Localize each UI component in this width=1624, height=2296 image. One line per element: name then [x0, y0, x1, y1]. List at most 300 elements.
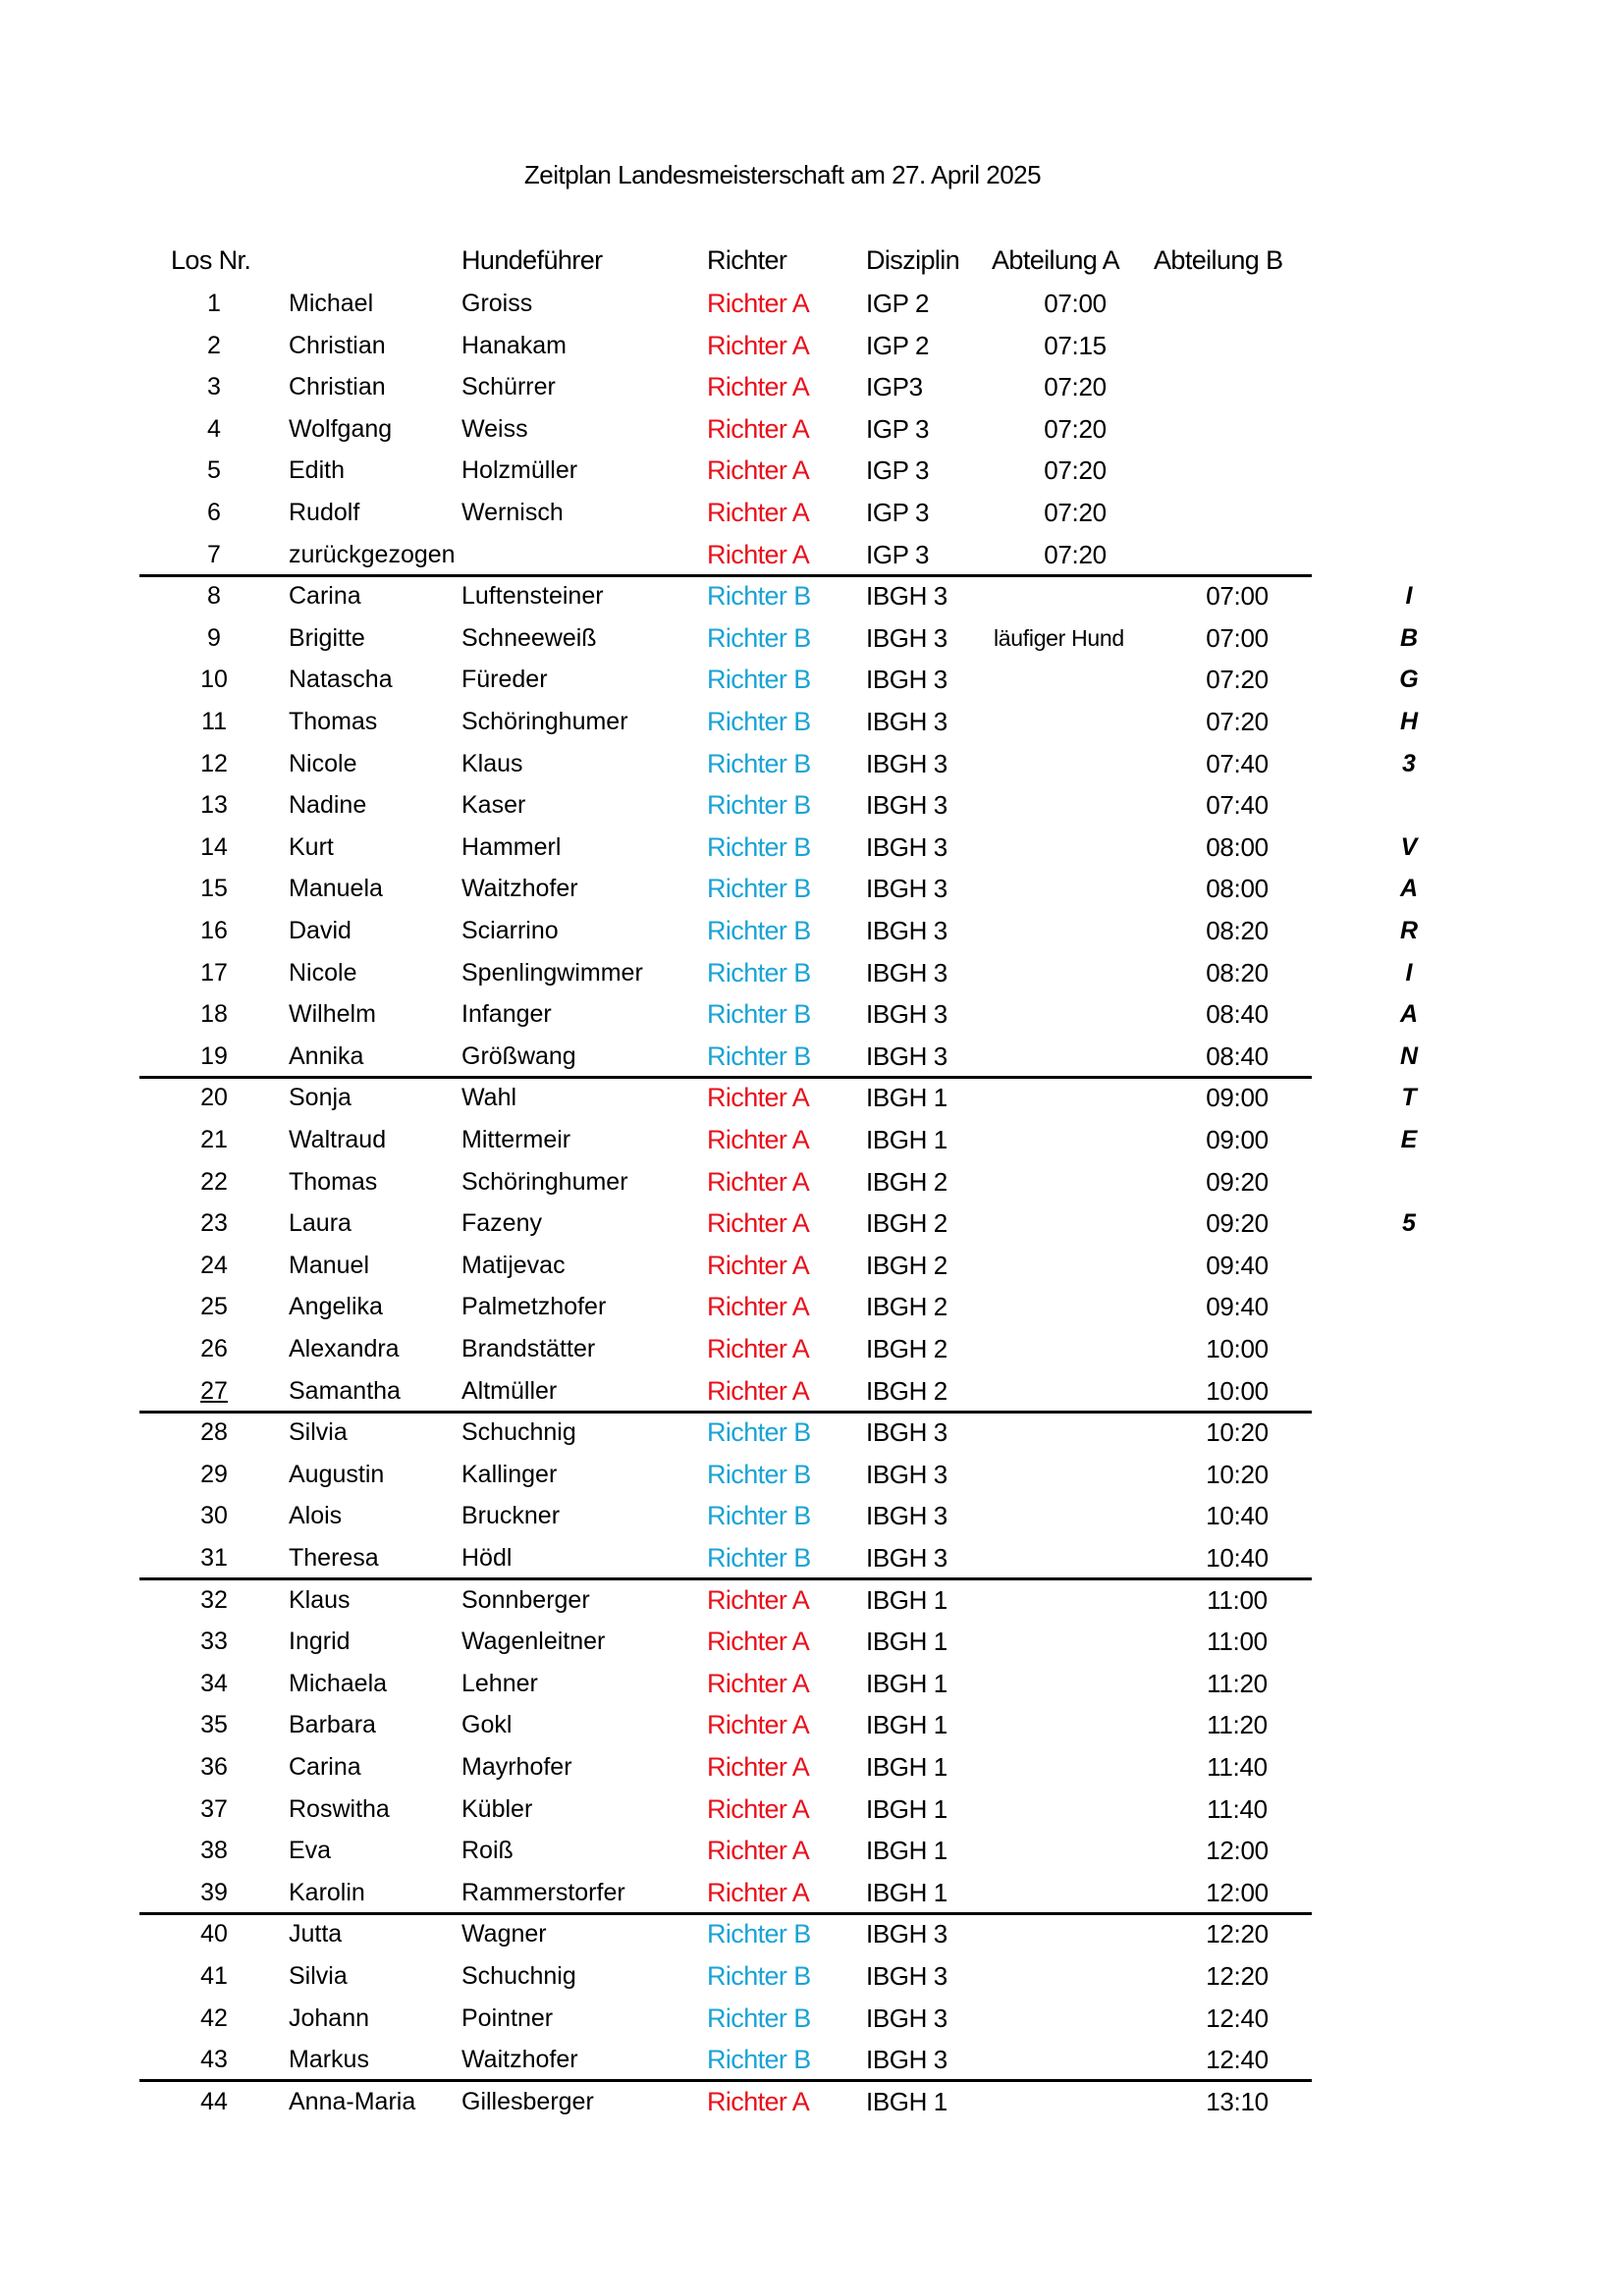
los-nr: 31	[200, 1544, 228, 1572]
table-row	[0, 325, 1624, 367]
judge: Richter A	[707, 2086, 810, 2116]
table-row	[0, 1119, 1624, 1161]
last-name: Weiss	[461, 414, 528, 443]
discipline: IBGH 3	[866, 874, 947, 904]
first-name: Christian	[289, 373, 386, 401]
discipline: IBGH 3	[866, 790, 947, 821]
first-name: Barbara	[289, 1711, 376, 1739]
table-row	[0, 1537, 1624, 1579]
judge: Richter B	[707, 874, 811, 904]
table-row	[0, 1286, 1624, 1328]
los-nr: 35	[200, 1711, 228, 1739]
los-nr: 26	[200, 1335, 228, 1362]
judge: Richter B	[707, 999, 811, 1030]
first-name: Theresa	[289, 1544, 379, 1572]
side-label: E	[1400, 1126, 1418, 1153]
last-name: Waitzhofer	[461, 875, 578, 903]
time-abteilung-b: 07:20	[1206, 665, 1269, 695]
los-nr: 34	[200, 1669, 228, 1697]
judge: Richter B	[707, 1417, 811, 1448]
discipline: IBGH 3	[866, 957, 947, 988]
time-abteilung-b: 11:40	[1207, 1793, 1268, 1824]
judge: Richter B	[707, 707, 811, 736]
first-name: Roswitha	[289, 1794, 390, 1823]
table-row	[0, 617, 1624, 660]
table-row	[0, 993, 1624, 1036]
judge: Richter B	[707, 916, 811, 945]
note: läufiger Hund	[994, 624, 1124, 651]
side-label: T	[1401, 1084, 1417, 1112]
first-name: Thomas	[289, 1167, 378, 1196]
side-label: B	[1399, 623, 1419, 652]
los-nr: 29	[200, 1460, 228, 1488]
discipline: IBGH 2	[866, 1166, 947, 1197]
last-name: Infanger	[461, 1000, 552, 1029]
discipline: IGP 3	[866, 539, 930, 569]
last-name: Fazeny	[461, 1209, 542, 1238]
discipline: IBGH 1	[866, 1125, 947, 1154]
time-abteilung-b: 08:00	[1206, 831, 1269, 862]
side-label: 5	[1402, 1209, 1416, 1238]
los-nr: 28	[200, 1418, 228, 1447]
first-name: Waltraud	[289, 1126, 387, 1153]
time-abteilung-b: 09:00	[1206, 1083, 1269, 1113]
los-nr: 40	[200, 1920, 228, 1949]
last-name: Größwang	[461, 1041, 576, 1070]
judge: Richter B	[707, 748, 811, 778]
last-name: Lehner	[461, 1669, 538, 1697]
judge: Richter B	[707, 1041, 811, 1071]
table-row	[0, 1621, 1624, 1663]
judge: Richter B	[707, 1501, 811, 1531]
last-name: Rammerstorfer	[461, 1878, 625, 1906]
judge: Richter A	[707, 1208, 810, 1239]
side-label: I	[1405, 582, 1413, 611]
los-nr: 44	[200, 2087, 228, 2115]
judge: Richter A	[707, 1793, 810, 1824]
side-label: A	[1399, 875, 1419, 903]
table-row	[0, 827, 1624, 869]
los-nr: 30	[200, 1502, 228, 1530]
time-abteilung-a: 07:20	[1044, 498, 1107, 527]
table-row	[0, 1036, 1624, 1078]
los-nr: 27	[200, 1376, 228, 1405]
discipline: IBGH 3	[866, 748, 947, 778]
last-name: Hödl	[461, 1544, 513, 1572]
los-nr: 21	[200, 1126, 228, 1153]
time-abteilung-b: 07:20	[1206, 707, 1269, 736]
discipline: IBGH 2	[866, 1292, 947, 1322]
discipline: IBGH 1	[866, 1752, 947, 1782]
first-name: Annika	[289, 1041, 364, 1070]
los-nr: 36	[200, 1753, 228, 1781]
last-name: Bruckner	[461, 1502, 561, 1530]
last-name: Groiss	[461, 290, 533, 317]
discipline: IBGH 3	[866, 1543, 947, 1573]
table-row	[0, 1202, 1624, 1245]
judge: Richter A	[707, 1166, 810, 1197]
discipline: IBGH 1	[866, 1627, 947, 1657]
first-name: Brigitte	[289, 623, 365, 652]
last-name: Spenlingwimmer	[461, 958, 643, 987]
first-name: Christian	[289, 331, 386, 359]
los-nr: 14	[200, 832, 228, 861]
table-row	[0, 1245, 1624, 1287]
last-name: Schneeweiß	[461, 623, 597, 652]
first-name: Nicole	[289, 749, 357, 777]
first-name: David	[289, 917, 352, 944]
table-row	[0, 1789, 1624, 1831]
last-name: Schuchnig	[461, 1418, 576, 1447]
time-abteilung-b: 09:20	[1206, 1166, 1269, 1197]
los-nr: 1	[207, 290, 221, 317]
table-row	[0, 1454, 1624, 1496]
last-name: Roiß	[461, 1837, 514, 1865]
los-nr: 7	[207, 540, 221, 568]
table-row	[0, 1077, 1624, 1119]
time-abteilung-b: 11:00	[1207, 1584, 1268, 1615]
first-name: Augustin	[289, 1460, 385, 1488]
first-name: Angelika	[289, 1293, 383, 1321]
los-nr: 42	[200, 2003, 228, 2032]
los-nr: 23	[200, 1209, 228, 1238]
table-row	[0, 1328, 1624, 1370]
discipline: IGP 2	[866, 330, 930, 360]
los-nr: 32	[200, 1585, 228, 1614]
header-disziplin: Disziplin	[866, 245, 960, 275]
last-name: Matijevac	[461, 1251, 566, 1279]
last-name: Brandstätter	[461, 1335, 596, 1362]
judge: Richter A	[707, 1584, 810, 1615]
time-abteilung-b: 10:40	[1206, 1543, 1269, 1573]
judge: Richter A	[707, 1375, 810, 1406]
los-nr: 3	[207, 373, 221, 401]
table-row	[0, 952, 1624, 994]
table-row	[0, 1704, 1624, 1746]
time-abteilung-b: 07:00	[1206, 622, 1269, 653]
los-nr: 33	[200, 1628, 228, 1656]
first-name: Silvia	[289, 1418, 348, 1447]
los-nr: 11	[201, 708, 227, 735]
time-abteilung-b: 10:20	[1206, 1417, 1269, 1448]
discipline: IBGH 2	[866, 1375, 947, 1406]
discipline: IBGH 1	[866, 1668, 947, 1698]
time-abteilung-b: 08:20	[1206, 916, 1269, 945]
los-nr: 39	[200, 1878, 228, 1906]
table-row	[0, 450, 1624, 492]
los-nr: 4	[207, 414, 221, 443]
los-nr: 18	[200, 1000, 228, 1029]
time-abteilung-b: 09:40	[1206, 1292, 1269, 1322]
discipline: IBGH 1	[866, 1584, 947, 1615]
table-row	[0, 1370, 1624, 1413]
table-row	[0, 1495, 1624, 1537]
last-name: Altmüller	[461, 1376, 558, 1405]
last-name: Kübler	[461, 1794, 533, 1823]
discipline: IBGH 3	[866, 1417, 947, 1448]
time-abteilung-b: 12:00	[1206, 1836, 1269, 1866]
judge: Richter B	[707, 957, 811, 988]
first-name: Johann	[289, 2003, 370, 2032]
los-nr: 8	[207, 582, 221, 611]
judge: Richter A	[707, 1752, 810, 1782]
judge: Richter A	[707, 1627, 810, 1657]
table-row	[0, 408, 1624, 451]
los-nr: 17	[200, 958, 228, 987]
first-name: Kurt	[289, 832, 334, 861]
los-nr: 24	[200, 1251, 228, 1279]
last-name: Schuchnig	[461, 1962, 576, 1990]
time-abteilung-b: 09:00	[1206, 1125, 1269, 1154]
last-name: Hammerl	[461, 832, 562, 861]
time-abteilung-b: 12:40	[1206, 2045, 1269, 2075]
time-abteilung-b: 10:00	[1206, 1375, 1269, 1406]
side-label: 3	[1402, 749, 1416, 777]
los-nr: 43	[200, 2046, 228, 2074]
discipline: IGP 3	[866, 413, 930, 444]
los-nr: 41	[200, 1962, 228, 1990]
time-abteilung-b: 08:40	[1206, 999, 1269, 1030]
table-row	[0, 2039, 1624, 2081]
last-name: Gillesberger	[461, 2087, 594, 2115]
table-row	[0, 743, 1624, 785]
table-row	[0, 1161, 1624, 1203]
side-label: I	[1405, 958, 1413, 987]
table-row	[0, 1998, 1624, 2040]
first-name: Wolfgang	[289, 414, 393, 443]
discipline: IBGH 3	[866, 2045, 947, 2075]
first-name: Samantha	[289, 1376, 401, 1405]
side-label: V	[1400, 832, 1418, 861]
last-name: Schöringhumer	[461, 708, 628, 735]
last-name: Palmetzhofer	[461, 1293, 607, 1321]
first-name: Carina	[289, 582, 361, 611]
first-name: Alois	[289, 1502, 343, 1530]
table-row	[0, 1412, 1624, 1454]
discipline: IBGH 2	[866, 1334, 947, 1363]
header-abteilung-a: Abteilung A	[992, 245, 1120, 275]
judge: Richter B	[707, 665, 811, 695]
time-abteilung-b: 08:20	[1206, 957, 1269, 988]
first-name: Markus	[289, 2046, 369, 2074]
first-name: Thomas	[289, 708, 378, 735]
last-name: Kallinger	[461, 1460, 558, 1488]
time-abteilung-b: 10:40	[1206, 1501, 1269, 1531]
discipline: IBGH 3	[866, 1961, 947, 1991]
table-row	[0, 283, 1624, 325]
judge: Richter A	[707, 1125, 810, 1154]
first-name: Natascha	[289, 666, 393, 694]
discipline: IBGH 3	[866, 1459, 947, 1489]
discipline: IBGH 3	[866, 1919, 947, 1949]
time-abteilung-b: 13:10	[1206, 2086, 1269, 2116]
discipline: IBGH 3	[866, 581, 947, 612]
side-label: N	[1399, 1041, 1419, 1070]
judge: Richter B	[707, 790, 811, 821]
judge: Richter B	[707, 1961, 811, 1991]
last-name: Mayrhofer	[461, 1753, 572, 1781]
table-row	[0, 1746, 1624, 1789]
first-name: Sonja	[289, 1084, 352, 1112]
judge: Richter B	[707, 1919, 811, 1949]
time-abteilung-a: 07:15	[1044, 330, 1107, 360]
judge: Richter B	[707, 831, 811, 862]
time-abteilung-b: 09:40	[1206, 1250, 1269, 1280]
discipline: IBGH 3	[866, 707, 947, 736]
los-nr: 37	[200, 1794, 228, 1823]
time-abteilung-a: 07:00	[1044, 289, 1107, 318]
los-nr: 10	[200, 666, 228, 694]
first-name: Manuel	[289, 1251, 369, 1279]
time-abteilung-a: 07:20	[1044, 539, 1107, 569]
judge: Richter A	[707, 1250, 810, 1280]
table-row	[0, 701, 1624, 743]
judge: Richter A	[707, 1334, 810, 1363]
first-name: Rudolf	[289, 499, 360, 526]
judge: Richter A	[707, 330, 810, 360]
last-name: Pointner	[461, 2003, 554, 2032]
discipline: IBGH 1	[866, 1836, 947, 1866]
judge: Richter A	[707, 498, 810, 527]
discipline: IBGH 1	[866, 1083, 947, 1113]
time-abteilung-b: 11:20	[1207, 1668, 1268, 1698]
last-name: Kaser	[461, 791, 526, 820]
discipline: IBGH 1	[866, 1877, 947, 1907]
table-row	[0, 2081, 1624, 2123]
los-nr: 20	[200, 1084, 228, 1112]
table-row	[0, 1955, 1624, 1998]
table-row	[0, 1663, 1624, 1705]
first-name: Michael	[289, 290, 374, 317]
first-name: Edith	[289, 456, 345, 485]
page-title: Zeitplan Landesmeisterschaft am 27. April 2025	[523, 160, 1042, 189]
discipline: IGP 3	[866, 498, 930, 527]
table-row	[0, 534, 1624, 576]
first-name: Jutta	[289, 1920, 343, 1949]
judge: Richter A	[707, 1710, 810, 1740]
discipline: IBGH 3	[866, 665, 947, 695]
discipline: IGP 3	[866, 455, 930, 486]
los-nr: 6	[207, 499, 221, 526]
last-name: Klaus	[461, 749, 523, 777]
discipline: IGP 2	[866, 289, 930, 318]
first-name: zurückgezogen	[289, 540, 456, 568]
last-name: Schürrer	[461, 373, 556, 401]
discipline: IBGH 1	[866, 2086, 947, 2116]
time-abteilung-b: 10:00	[1206, 1334, 1269, 1363]
discipline: IBGH 3	[866, 1041, 947, 1071]
judge: Richter B	[707, 1543, 811, 1573]
last-name: Wernisch	[461, 499, 564, 526]
los-nr: 22	[200, 1167, 228, 1196]
judge: Richter B	[707, 581, 811, 612]
last-name: Wahl	[461, 1084, 517, 1112]
time-abteilung-b: 07:00	[1206, 581, 1269, 612]
judge: Richter A	[707, 1877, 810, 1907]
table-row	[0, 659, 1624, 701]
los-nr: 12	[200, 749, 228, 777]
last-name: Sonnberger	[461, 1585, 590, 1614]
judge: Richter B	[707, 622, 811, 653]
time-abteilung-b: 08:40	[1206, 1041, 1269, 1071]
header-hundefuehrer: Hundeführer	[461, 245, 603, 275]
time-abteilung-b: 11:40	[1207, 1752, 1268, 1782]
last-name: Luftensteiner	[461, 582, 604, 611]
time-abteilung-b: 08:00	[1206, 874, 1269, 904]
first-name: Silvia	[289, 1962, 348, 1990]
discipline: IBGH 2	[866, 1208, 947, 1239]
table-row	[0, 910, 1624, 952]
discipline: IBGH 3	[866, 2002, 947, 2033]
first-name: Michaela	[289, 1669, 388, 1697]
first-name: Laura	[289, 1209, 352, 1238]
table-row	[0, 784, 1624, 827]
side-label: R	[1399, 917, 1419, 944]
judge: Richter A	[707, 1836, 810, 1866]
judge: Richter A	[707, 289, 810, 318]
first-name: Nadine	[289, 791, 367, 820]
los-nr: 5	[207, 456, 221, 485]
last-name: Mittermeir	[461, 1126, 571, 1153]
last-name: Füreder	[461, 666, 548, 694]
last-name: Wagner	[461, 1920, 547, 1949]
los-nr: 38	[200, 1837, 228, 1865]
discipline: IBGH 1	[866, 1793, 947, 1824]
time-abteilung-b: 12:40	[1206, 2002, 1269, 2033]
discipline: IBGH 3	[866, 831, 947, 862]
discipline: IBGH 2	[866, 1250, 947, 1280]
last-name: Hanakam	[461, 331, 567, 359]
judge: Richter A	[707, 1292, 810, 1322]
los-nr: 2	[207, 331, 221, 359]
first-name: Anna-Maria	[289, 2087, 416, 2115]
last-name: Holzmüller	[461, 456, 578, 485]
first-name: Klaus	[289, 1585, 351, 1614]
judge: Richter B	[707, 1459, 811, 1489]
los-nr: 13	[200, 791, 228, 820]
table-row	[0, 1579, 1624, 1622]
time-abteilung-b: 12:20	[1206, 1961, 1269, 1991]
judge: Richter B	[707, 2002, 811, 2033]
discipline: IBGH 1	[866, 1710, 947, 1740]
side-label: H	[1399, 708, 1419, 735]
last-name: Waitzhofer	[461, 2046, 578, 2074]
los-nr: 16	[200, 917, 228, 944]
time-abteilung-b: 11:20	[1207, 1710, 1268, 1740]
time-abteilung-a: 07:20	[1044, 372, 1107, 402]
judge: Richter B	[707, 2045, 811, 2075]
discipline: IBGH 3	[866, 622, 947, 653]
judge: Richter A	[707, 1668, 810, 1698]
discipline: IGP3	[866, 372, 923, 402]
los-nr: 9	[207, 623, 221, 652]
first-name: Carina	[289, 1753, 361, 1781]
last-name: Sciarrino	[461, 917, 559, 944]
last-name: Schöringhumer	[461, 1167, 628, 1196]
first-name: Nicole	[289, 958, 357, 987]
discipline: IBGH 3	[866, 1501, 947, 1531]
time-abteilung-b: 10:20	[1206, 1459, 1269, 1489]
first-name: Alexandra	[289, 1335, 400, 1362]
judge: Richter A	[707, 372, 810, 402]
judge: Richter A	[707, 413, 810, 444]
table-row	[0, 1830, 1624, 1872]
header-richter: Richter	[707, 245, 787, 275]
discipline: IBGH 3	[866, 999, 947, 1030]
table-row	[0, 868, 1624, 910]
table-row	[0, 1913, 1624, 1955]
header-abteilung-b: Abteilung B	[1154, 245, 1283, 275]
